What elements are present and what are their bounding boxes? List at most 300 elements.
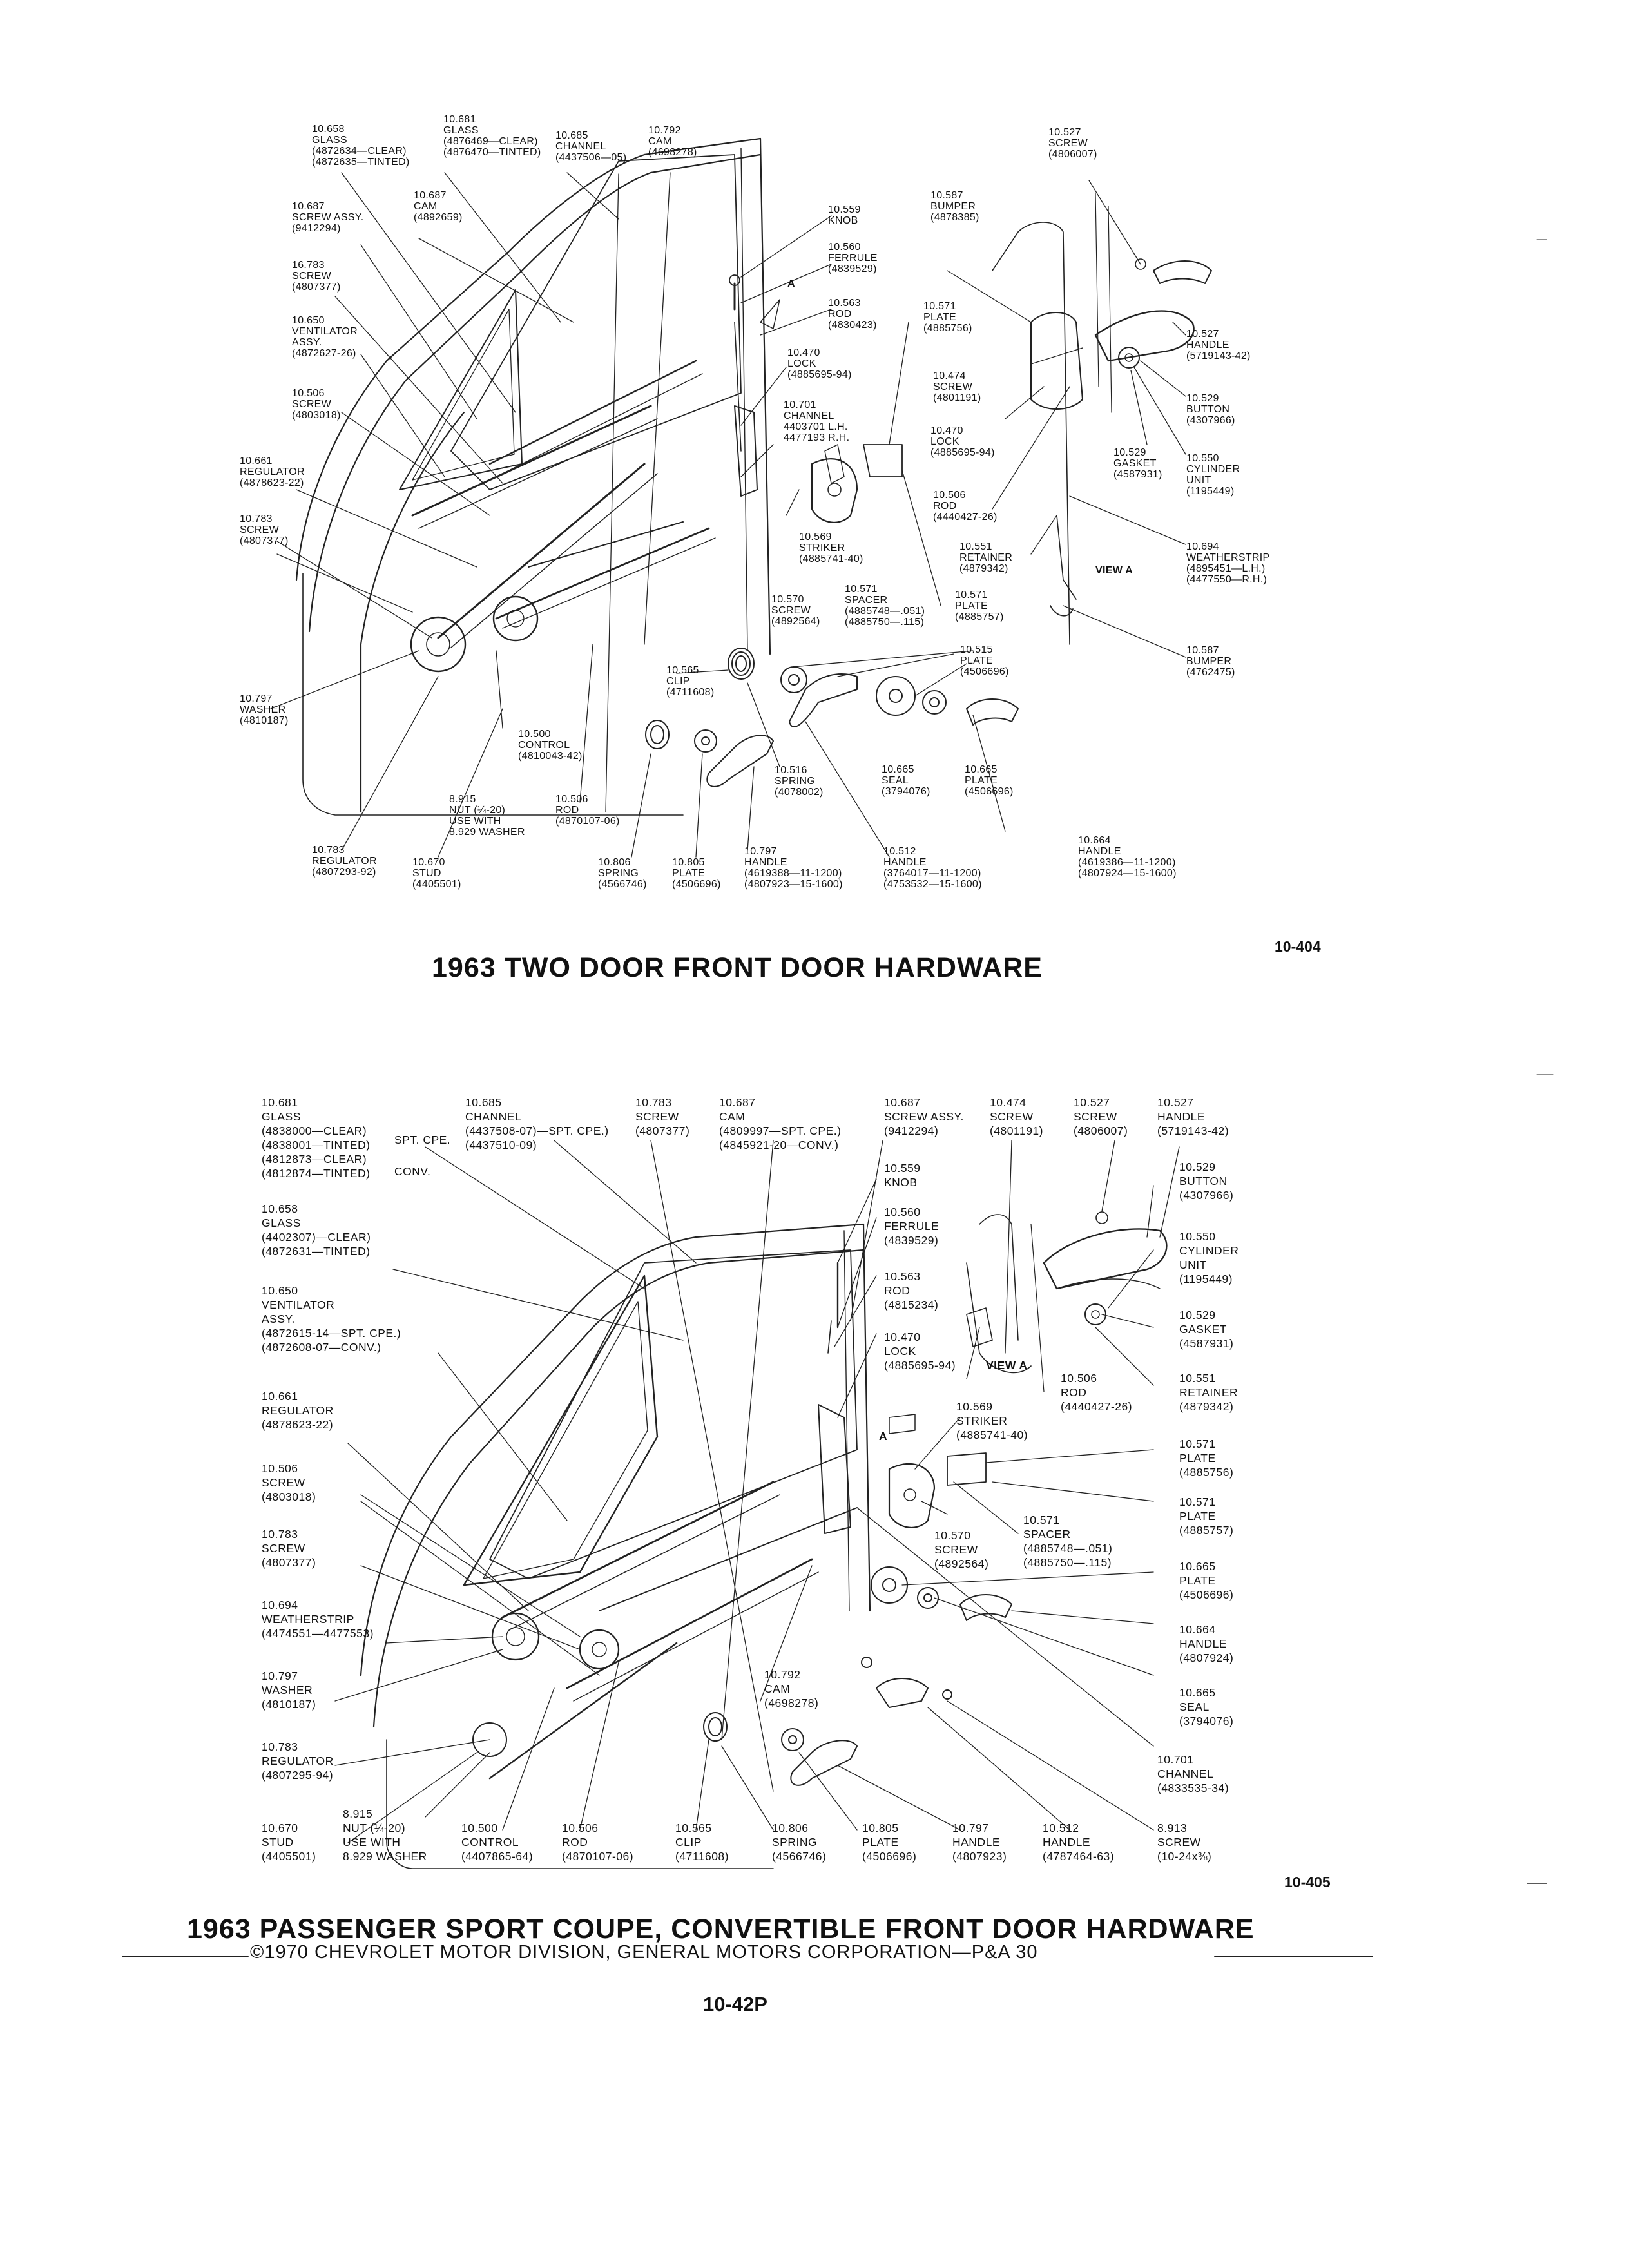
part-name: STUD: [262, 1836, 294, 1849]
part-code: (4872635—TINTED): [312, 157, 410, 168]
callout-button-10529: [1179, 1160, 1233, 1202]
part-code: (4810187): [262, 1698, 316, 1711]
part-code: (4506696): [1179, 1588, 1234, 1601]
callout-clip-10565: [675, 1821, 729, 1863]
part-name: BUMPER: [930, 201, 976, 212]
part-code: (4807293-92): [312, 867, 376, 878]
part-code: (4885750—.115): [1023, 1556, 1112, 1569]
callout-plate-10571-b: [923, 301, 972, 334]
part-code: (4879342): [1179, 1400, 1234, 1413]
part-number: 10.512: [1043, 1821, 1079, 1834]
part-number: 10.527: [1074, 1096, 1110, 1109]
part-code: (1195449): [1179, 1273, 1233, 1285]
part-name: NUT (¼-20): [343, 1821, 406, 1834]
part-name: SEAL: [1179, 1700, 1210, 1713]
part-code: (4809997—SPT. CPE.): [719, 1124, 842, 1137]
callout-lock-10470-b: [930, 425, 995, 458]
part-code: (4885750—.115): [845, 617, 925, 628]
callout-screw-10474: [933, 370, 981, 403]
callout-handle-10797: [952, 1821, 1007, 1863]
part-name: WASHER: [262, 1684, 313, 1696]
part-code: (4878623-22): [240, 477, 304, 488]
callout-seal-10665: [1179, 1686, 1233, 1728]
part-code: (1195449): [1186, 486, 1235, 497]
part-code: (4885757): [955, 611, 1004, 622]
part-code: (4803018): [292, 410, 341, 421]
callout-retainer-10551: [959, 541, 1012, 574]
part-number: 10.506: [292, 388, 325, 399]
part-code: (4437508-07)—SPT. CPE.): [465, 1124, 609, 1137]
part-number: 10.570: [934, 1529, 971, 1542]
callout-screw-10783: [635, 1095, 689, 1138]
part-number: 10.529: [1179, 1160, 1216, 1173]
callout-clip-10565: [666, 665, 714, 698]
callout-retainer-10551: [1179, 1371, 1238, 1414]
part-name: BUTTON: [1179, 1175, 1228, 1187]
callout-plate-10665: [965, 764, 1014, 797]
part-name: SCREW: [990, 1110, 1034, 1123]
part-number: 10.805: [862, 1821, 899, 1834]
part-code: (4885748—.051): [845, 606, 925, 617]
part-name: CAM: [414, 201, 438, 212]
part-number: 10.701: [784, 399, 816, 410]
callout-screw-10527: [1048, 127, 1097, 160]
part-code: (4506696): [862, 1850, 917, 1863]
callout-bumper-10587-a: [930, 190, 979, 223]
part-name: CHANNEL: [555, 141, 606, 152]
part-number: 10.500: [461, 1821, 498, 1834]
part-code: (4807924): [1179, 1651, 1234, 1664]
part-name: SEAL: [882, 775, 909, 786]
part-number: 10.569: [956, 1400, 993, 1413]
part-code: (4787464-63): [1043, 1850, 1115, 1863]
part-code: (4307966): [1179, 1189, 1234, 1202]
callout-button-10529: [1186, 393, 1235, 426]
view-label: VIEW A: [986, 1359, 1028, 1372]
part-name: BUMPER: [1186, 656, 1232, 667]
callout-glass-10681: [262, 1095, 370, 1180]
part-number: 10.506: [555, 794, 588, 805]
part-name: CLIP: [675, 1836, 702, 1849]
part-number: 10.685: [555, 130, 588, 141]
part-name: ROD: [562, 1836, 588, 1849]
callout-screw-10570: [934, 1528, 988, 1571]
part-name: PLATE: [1179, 1452, 1216, 1465]
callout-handle-10527: [1186, 329, 1251, 361]
part-number: 10.474: [933, 370, 966, 381]
part-number: 10.664: [1179, 1623, 1216, 1636]
part-code: (4830423): [828, 320, 877, 331]
callout-screw-10527: [1074, 1095, 1128, 1138]
part-name: FERRULE: [884, 1220, 940, 1233]
part-name: CAM: [764, 1682, 791, 1695]
part-code: 4477193 R.H.: [784, 432, 850, 443]
part-name: CAM: [648, 136, 672, 147]
part-code: (4506696): [672, 879, 721, 890]
part-number: 10.551: [959, 541, 992, 552]
callout-knob-10559: [828, 204, 861, 226]
part-number: 10.658: [262, 1202, 298, 1215]
callout-handle-10664: [1078, 835, 1177, 879]
part-code: 4403701 L.H.: [784, 421, 848, 432]
part-code: (4806007): [1074, 1124, 1128, 1137]
callout-channel-10685: [555, 130, 626, 163]
part-code: (4711608): [675, 1850, 729, 1863]
part-code: (4878385): [930, 212, 979, 223]
part-code: (4892564): [771, 616, 820, 627]
part-name: SCREW: [934, 1543, 978, 1556]
callout-screw-10506: [262, 1461, 316, 1504]
part-number: 10.560: [884, 1206, 921, 1218]
part-code: (4876470—TINTED): [443, 147, 541, 158]
part-number: 10.470: [930, 425, 963, 436]
callout-regulator-10661: [262, 1389, 334, 1432]
part-code: (4838001—TINTED): [262, 1139, 371, 1151]
callout-plate-10805: [862, 1821, 916, 1863]
part-code: (4885756): [923, 323, 972, 334]
part-code: (4892659): [414, 212, 463, 223]
part-name: ROD: [933, 501, 957, 512]
part-name: SCREW: [292, 271, 332, 282]
callout-spacer-10571: [1023, 1513, 1112, 1570]
part-code: (3794076): [882, 786, 930, 797]
part-number: 10.563: [828, 298, 861, 309]
part-code: (4872631—TINTED): [262, 1245, 371, 1258]
part-number: 10.565: [675, 1821, 712, 1834]
part-number: 10.516: [775, 765, 807, 776]
view-marker: A: [787, 278, 795, 289]
part-code: (4838000—CLEAR): [262, 1124, 367, 1137]
part-name: REGULATOR: [312, 856, 377, 867]
callout-screw-10783-b: [262, 1527, 316, 1570]
part-number: 10.783: [635, 1096, 672, 1109]
part-number: 10.571: [845, 584, 878, 595]
part-note: USE WITH: [343, 1836, 401, 1849]
part-number: 10.506: [933, 490, 966, 501]
part-name: PLATE: [923, 312, 956, 323]
part-name: SPRING: [775, 776, 816, 787]
part-name: SCREW: [240, 524, 280, 535]
part-code: (4078002): [775, 787, 824, 798]
part-number: 10.783: [240, 514, 273, 524]
part-code: (4872615-14—SPT. CPE.): [262, 1327, 401, 1340]
part-number: 10.550: [1179, 1230, 1216, 1243]
callout-cylinder-10550: [1186, 453, 1240, 497]
part-note: 8.929 WASHER: [449, 827, 525, 838]
part-name: HANDLE: [952, 1836, 1000, 1849]
part-name: SCREW ASSY.: [884, 1110, 964, 1123]
callout-ferrule-10560: [828, 242, 878, 274]
part-code: (4587931): [1113, 469, 1162, 480]
part-code: (4807377): [240, 535, 289, 546]
part-number: 10.783: [262, 1528, 298, 1541]
part-number: 10.559: [828, 204, 861, 215]
part-code: (4885695-94): [884, 1359, 956, 1372]
callout-weatherstrip-10694: [262, 1598, 374, 1640]
part-number: 10.565: [666, 665, 699, 676]
part-name: CHANNEL: [1157, 1767, 1214, 1780]
part-number: 10.658: [312, 124, 345, 135]
part-code: (4405501): [412, 879, 461, 890]
figure2-number: 10-405: [1284, 1874, 1331, 1890]
part-code: (4801191): [933, 392, 981, 403]
part-name: UNIT: [1186, 475, 1211, 486]
model-label: CONV.: [394, 1165, 431, 1178]
part-code: (4833535-34): [1157, 1782, 1229, 1794]
part-code: (4477550—R.H.): [1186, 574, 1268, 585]
part-name: SCREW ASSY.: [292, 212, 364, 223]
part-name: PLATE: [965, 775, 998, 786]
part-number: 10.560: [828, 242, 861, 253]
part-number: 10.470: [787, 347, 820, 358]
callout-screw-10506: [292, 388, 341, 421]
part-code: (4810043-42): [518, 751, 583, 762]
part-name: CONTROL: [461, 1836, 519, 1849]
callout-spring-10516: [775, 765, 824, 798]
part-number: 10.587: [1186, 645, 1219, 656]
part-name: ROD: [1061, 1386, 1087, 1399]
part-code: (4870107-06): [562, 1850, 634, 1863]
part-name: LOCK: [787, 358, 816, 369]
part-name: STRIKER: [956, 1414, 1008, 1427]
part-name: GLASS: [262, 1110, 301, 1123]
part-number: 10.783: [262, 1740, 298, 1753]
part-number: 10.687: [884, 1096, 921, 1109]
part-name: HANDLE: [744, 857, 787, 868]
part-name: GLASS: [262, 1216, 301, 1229]
callout-gasket-10529: [1113, 447, 1162, 480]
part-code: (9412294): [292, 223, 341, 234]
figure2-title: 1963 PASSENGER SPORT COUPE, CONVERTIBLE FRONT DOOR HARDWARE: [187, 1914, 1255, 1945]
part-code: (4437506—05): [555, 152, 627, 163]
part-code: (9412294): [884, 1124, 939, 1137]
part-code: (5719143-42): [1157, 1124, 1229, 1137]
part-code: (4870107-06): [555, 816, 620, 827]
part-code: (4807924—15-1600): [1078, 868, 1177, 879]
part-code: (4892564): [934, 1557, 989, 1570]
part-number: 10.529: [1113, 447, 1146, 458]
callout-rod-10506-b: [1061, 1371, 1132, 1414]
part-number: 10.650: [292, 315, 325, 326]
part-name: RETAINER: [1179, 1386, 1239, 1399]
part-number: 10.694: [1186, 541, 1219, 552]
part-name: FERRULE: [828, 253, 878, 264]
part-code: (4807923): [952, 1850, 1007, 1863]
part-code: (4872634—CLEAR): [312, 146, 407, 157]
part-number: 10.661: [262, 1390, 298, 1403]
part-name: KNOB: [884, 1176, 918, 1189]
callout-handle-10797: [744, 846, 843, 890]
part-code: (4587931): [1179, 1337, 1234, 1350]
part-code: (4405501): [262, 1850, 316, 1863]
part-code: (4810187): [240, 715, 289, 726]
part-code: (4619388—11-1200): [744, 868, 842, 879]
callout-rod-10506: [555, 794, 620, 827]
part-number: 10.571: [1023, 1514, 1060, 1526]
part-name: REGULATOR: [240, 466, 305, 477]
part-code: (3794076): [1179, 1715, 1234, 1727]
part-code: (4440427-26): [933, 512, 998, 523]
callout-ventilator-10650: [292, 315, 358, 359]
part-number: 10.661: [240, 456, 273, 466]
part-number: 10.806: [772, 1821, 809, 1834]
callout-striker-10569: [956, 1399, 1028, 1442]
part-name: WEATHERSTRIP: [262, 1613, 354, 1626]
callout-spring-10806: [772, 1821, 826, 1863]
part-code: (4801191): [990, 1124, 1043, 1137]
part-code: (4803018): [262, 1490, 316, 1503]
part-code: (4402307)—CLEAR): [262, 1231, 371, 1244]
part-code: (4807295-94): [262, 1769, 334, 1782]
callout-cylinder-10550: [1179, 1229, 1239, 1286]
part-name: SCREW: [933, 381, 973, 392]
part-name: LOCK: [884, 1345, 916, 1358]
part-name: STUD: [412, 868, 441, 879]
part-name: STRIKER: [799, 543, 845, 553]
part-number: 8.913: [1157, 1821, 1188, 1834]
callout-handle-10664: [1179, 1622, 1233, 1665]
part-name: RETAINER: [959, 552, 1013, 563]
view-marker: A: [879, 1430, 888, 1443]
part-number: 10.665: [882, 764, 914, 775]
part-number: 10.805: [672, 857, 705, 868]
part-code: (4762475): [1186, 667, 1235, 678]
part-code: (4807377): [635, 1124, 690, 1137]
part-number: 10.571: [955, 590, 988, 601]
callout-rod-10563: [884, 1269, 938, 1312]
view-label: VIEW A: [1095, 565, 1133, 576]
part-number: 10.550: [1186, 453, 1219, 464]
part-name: SCREW: [262, 1476, 305, 1489]
part-number: 10.797: [262, 1669, 298, 1682]
part-name: CAM: [719, 1110, 746, 1123]
part-name: NUT (¼-20): [449, 805, 506, 816]
callout-control-10500: [518, 729, 583, 762]
part-name: ASSY.: [262, 1312, 295, 1325]
part-code: (4879342): [959, 563, 1008, 574]
part-number: 10.687: [414, 190, 447, 201]
callout-cam-10792: [764, 1667, 818, 1710]
part-name: ROD: [555, 805, 579, 816]
part-code: (4506696): [965, 786, 1014, 797]
part-note: 8.929 WASHER: [343, 1850, 427, 1863]
callout-plate-10805: [672, 857, 721, 890]
part-name: BUTTON: [1186, 404, 1230, 415]
callout-regulator-10783: [262, 1740, 334, 1782]
part-code: (4807923—15-1600): [744, 879, 843, 890]
view-a-label: [986, 1358, 1028, 1372]
part-code: (4839529): [828, 264, 877, 274]
part-number: 10.694: [262, 1599, 298, 1611]
part-number: 10.474: [990, 1096, 1027, 1109]
part-code: (4885756): [1179, 1466, 1234, 1479]
part-code: (4839529): [884, 1234, 939, 1247]
part-code: (4878623-22): [262, 1418, 334, 1431]
part-number: 10.797: [744, 846, 777, 857]
part-name: HANDLE: [1043, 1836, 1090, 1849]
figure1-number: 10-404: [1275, 938, 1321, 955]
part-name: GASKET: [1179, 1323, 1227, 1336]
callout-plate-10571-a: [955, 590, 1004, 622]
part-number: 10.685: [465, 1096, 502, 1109]
part-code: (3764017—11-1200): [883, 868, 981, 879]
part-name: GLASS: [312, 135, 347, 146]
callout-seal-10665: [882, 764, 930, 797]
callout-knob-10559: [884, 1161, 921, 1189]
callout-cam-10687: [414, 190, 463, 223]
part-name: PLATE: [960, 655, 993, 666]
part-number: 10.797: [240, 693, 273, 704]
part-code: (4895451—L.H.): [1186, 563, 1266, 574]
part-number: 10.559: [884, 1162, 921, 1175]
part-number: 10.529: [1186, 393, 1219, 404]
part-code: (4885757): [1179, 1524, 1234, 1537]
part-code: (4812874—TINTED): [262, 1167, 371, 1180]
part-name: SCREW: [262, 1542, 305, 1555]
callout-regulator-10661: [240, 456, 305, 488]
part-code: (4806007): [1048, 149, 1097, 160]
callout-handle-10512: [883, 846, 982, 890]
callout-channel-10701: [1157, 1753, 1229, 1795]
part-number: 10.506: [562, 1821, 599, 1834]
part-number: 10.665: [1179, 1560, 1216, 1573]
part-number: 10.529: [1179, 1309, 1216, 1321]
part-number: 10.797: [952, 1821, 989, 1834]
part-number: 10.506: [1061, 1372, 1097, 1385]
part-number: 10.527: [1186, 329, 1219, 340]
callout-bumper-10587-b: [1186, 645, 1235, 678]
part-number: 10.571: [1179, 1437, 1216, 1450]
part-number: 10.587: [930, 190, 963, 201]
part-code: (4440427-26): [1061, 1400, 1133, 1413]
part-note: USE WITH: [449, 816, 501, 827]
callout-screw-10783: [240, 514, 289, 546]
part-name: PLATE: [1179, 1510, 1216, 1523]
part-number: 10.650: [262, 1284, 298, 1297]
part-name: HANDLE: [1078, 846, 1121, 857]
part-code: (4566746): [598, 879, 647, 890]
part-name: CLIP: [666, 676, 690, 687]
callout-lock-10470: [787, 347, 852, 380]
part-number: 10.571: [923, 301, 956, 312]
part-number: 10.681: [443, 114, 476, 125]
callout-screw-assy-10687: [884, 1095, 964, 1138]
callout-cam-10687: [719, 1095, 841, 1152]
part-number: 10.701: [1157, 1753, 1194, 1766]
callout-gasket-10529: [1179, 1308, 1233, 1350]
callout-screw-8913: [1157, 1821, 1211, 1863]
callout-rod-10506: [562, 1821, 633, 1863]
callout-spring-10806: [598, 857, 647, 890]
callout-washer-10797: [262, 1669, 316, 1711]
part-name: REGULATOR: [262, 1754, 334, 1767]
part-name: PLATE: [955, 601, 988, 611]
part-number: 10.783: [312, 845, 345, 856]
part-number: 10.664: [1078, 835, 1111, 846]
part-name: GASKET: [1113, 458, 1157, 469]
part-name: ROD: [884, 1284, 911, 1297]
part-number: 8.915: [449, 794, 476, 805]
part-code: (4566746): [772, 1850, 827, 1863]
part-number: 10.506: [262, 1462, 298, 1475]
figure2-door-assembly: [335, 1140, 1179, 1869]
part-name: SCREW: [1074, 1110, 1117, 1123]
part-code: (4753532—15-1600): [883, 879, 982, 890]
callout-stud-10670: [412, 857, 461, 890]
part-number: 10.670: [262, 1821, 298, 1834]
part-name: CHANNEL: [465, 1110, 522, 1123]
part-name: CYLINDER: [1179, 1244, 1239, 1257]
